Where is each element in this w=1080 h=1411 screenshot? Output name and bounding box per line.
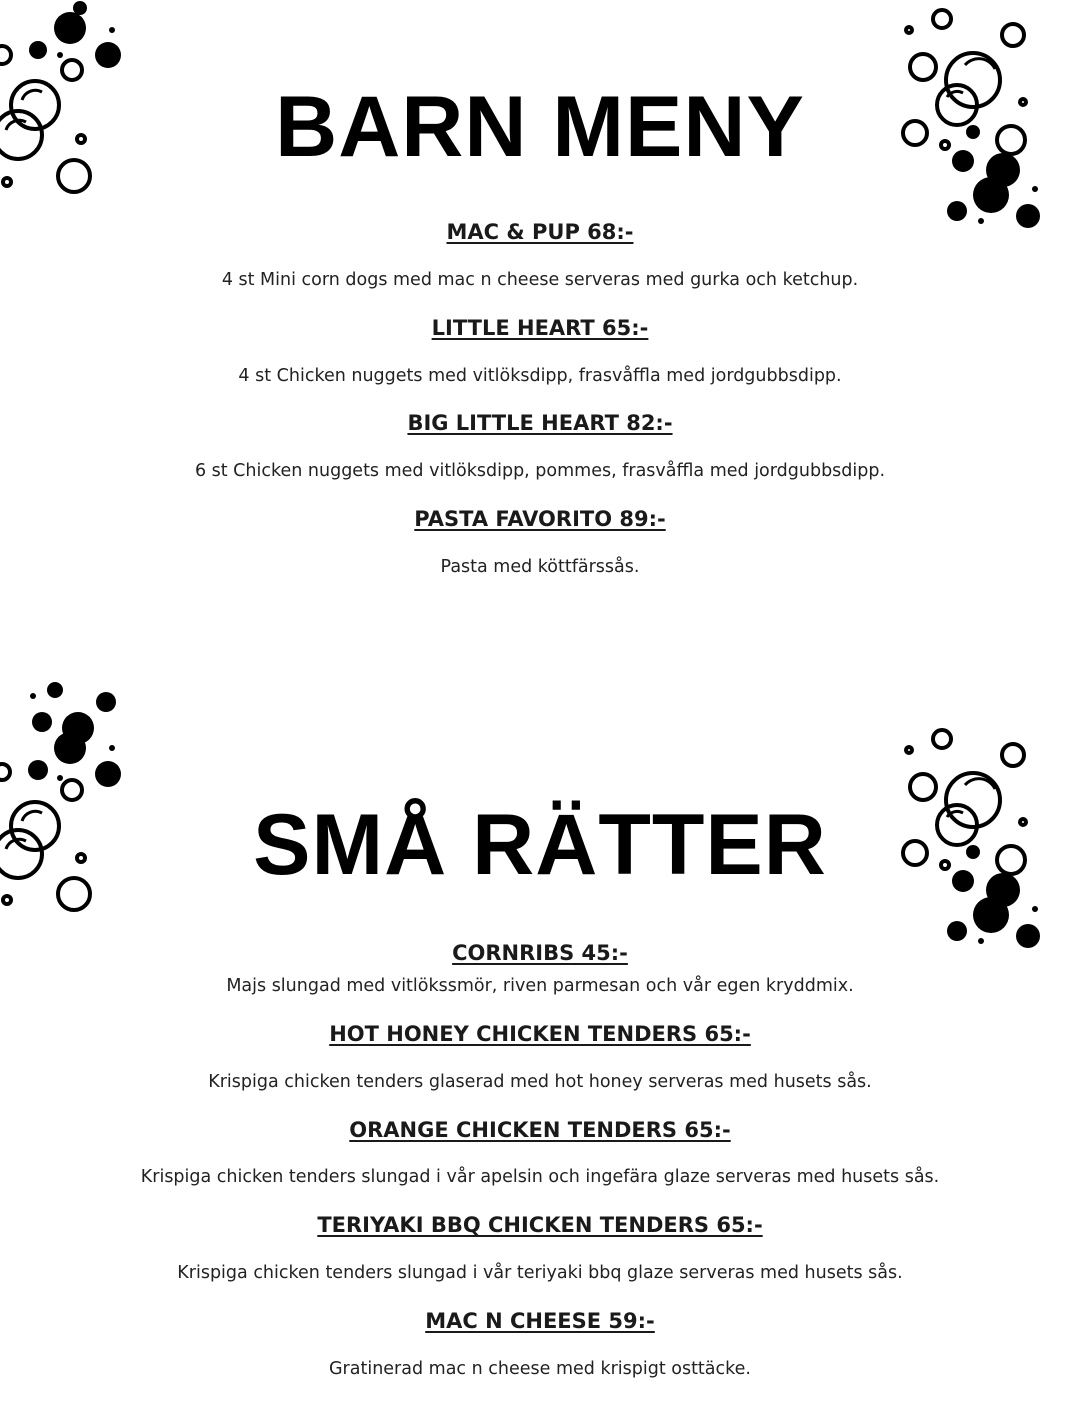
- menu-item-desc: Pasta med köttfärssås.: [440, 557, 640, 577]
- menu-item-name: ORANGE CHICKEN TENDERS 65:-: [349, 1118, 731, 1142]
- menu-item-desc: Krispiga chicken tenders slungad i vår teriyaki bbq glaze serveras med husets sås.: [177, 1263, 903, 1283]
- menu-item-name: HOT HONEY CHICKEN TENDERS 65:-: [329, 1022, 751, 1046]
- menu-item-desc: Majs slungad med vitlökssmör, riven parmesan och vår egen kryddmix.: [226, 976, 854, 996]
- menu-item-name: PASTA FAVORITO 89:-: [414, 507, 666, 531]
- menu-item-desc: 4 st Mini corn dogs med mac n cheese serveras med gurka och ketchup.: [221, 270, 859, 290]
- menu-item-name: BIG LITTLE HEART 82:-: [407, 411, 673, 435]
- section-title-barn-meny: BARN MENY: [275, 79, 805, 175]
- menu-item-name: CORNRIBS 45:-: [452, 941, 628, 965]
- menu-item-name: MAC & PUP 68:-: [446, 220, 634, 244]
- menu-item-desc: 6 st Chicken nuggets med vitlöksdipp, pommes, frasvåffla med jordgubbsdipp.: [194, 461, 886, 481]
- menu-item-name: TERIYAKI BBQ CHICKEN TENDERS 65:-: [317, 1213, 763, 1237]
- menu-item-name: LITTLE HEART 65:-: [431, 316, 649, 340]
- menu-item-desc: 4 st Chicken nuggets med vitlöksdipp, frasvåffla med jordgubbsdipp.: [238, 366, 842, 386]
- menu-item-name: MAC N CHEESE 59:-: [425, 1309, 655, 1333]
- menu-item-desc: Krispiga chicken tenders glaserad med hot honey serveras med husets sås.: [208, 1072, 872, 1092]
- menu-item-desc: Krispiga chicken tenders slungad i vår apelsin och ingefära glaze serveras med husets sås.: [140, 1167, 940, 1187]
- section-title-sma-ratter: SMÅ RÄTTER: [253, 797, 827, 893]
- menu-item-desc: Gratinerad mac n cheese med krispigt osttäcke.: [329, 1359, 751, 1379]
